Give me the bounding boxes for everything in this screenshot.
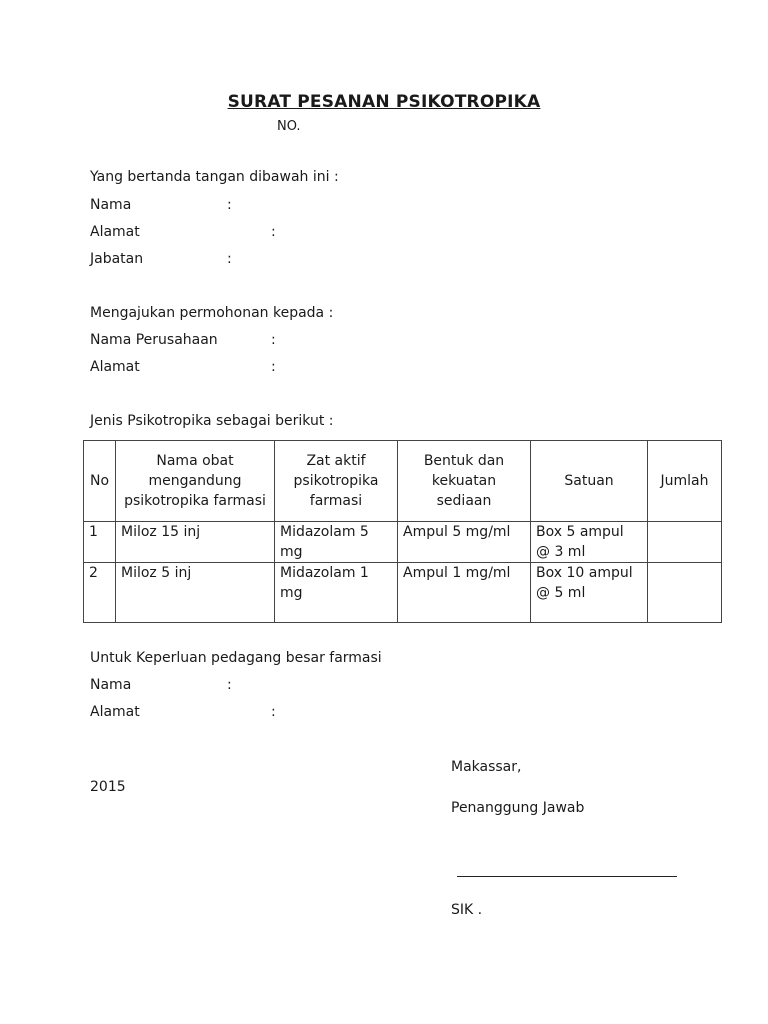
cell-satuan: Box 10 ampul @ 5 ml: [531, 563, 648, 623]
col-header-zat-aktif: Zat aktif psikotropika farmasi: [275, 441, 398, 522]
cell-satuan: Box 5 ampul @ 3 ml: [531, 522, 648, 563]
field-nama-colon: :: [227, 197, 232, 213]
table-caption: Jenis Psikotropika sebagai berikut :: [90, 413, 334, 429]
field-nama-pbf-colon: :: [227, 677, 232, 693]
cell-nama-obat: Miloz 5 inj: [116, 563, 275, 623]
table-row: [84, 522, 722, 563]
field-nama-pbf-label: Nama: [90, 677, 132, 693]
col-header-nama-obat: Nama obat mengandung psikotropika farmasi: [116, 441, 275, 522]
cell-jumlah: [648, 563, 722, 623]
signature-role: Penanggung Jawab: [451, 800, 585, 816]
cell-bentuk: Ampul 5 mg/ml: [398, 522, 531, 563]
signature-sik: SIK .: [451, 902, 483, 918]
field-jabatan-label: Jabatan: [90, 251, 144, 267]
field-alamat-pbf-colon: :: [271, 704, 276, 720]
table-header-row: [84, 441, 722, 522]
col-header-satuan: Satuan: [531, 441, 648, 522]
section3-intro: Untuk Keperluan pedagang besar farmasi: [90, 650, 382, 666]
cell-no: 1: [84, 522, 116, 563]
field-nama-perusahaan-colon: :: [271, 332, 276, 348]
section1-intro: Yang bertanda tangan dibawah ini :: [90, 169, 339, 185]
cell-zat-aktif: Midazolam 5 mg: [275, 522, 398, 563]
field-nama-perusahaan-label: Nama Perusahaan: [90, 332, 218, 348]
table-row: [84, 563, 722, 623]
signature-year: 2015: [90, 779, 126, 795]
field-alamat-pbf-label: Alamat: [90, 704, 140, 720]
document-number-label: NO.: [277, 119, 301, 134]
field-alamat-perusahaan-label: Alamat: [90, 359, 140, 375]
cell-bentuk: Ampul 1 mg/ml: [398, 563, 531, 623]
signature-line: [457, 876, 677, 877]
psikotropika-table: [83, 440, 722, 623]
field-alamat-colon: :: [271, 224, 276, 240]
col-header-jumlah: Jumlah: [648, 441, 722, 522]
field-alamat-perusahaan-colon: :: [271, 359, 276, 375]
field-jabatan-colon: :: [227, 251, 232, 267]
section2-intro: Mengajukan permohonan kepada :: [90, 305, 334, 321]
signature-place: Makassar,: [451, 759, 522, 775]
field-nama-label: Nama: [90, 197, 132, 213]
col-header-bentuk: Bentuk dan kekuatan sediaan: [398, 441, 531, 522]
document-title: SURAT PESANAN PSIKOTROPIKA: [227, 92, 541, 112]
cell-jumlah: [648, 522, 722, 563]
col-header-no: No: [84, 441, 116, 522]
cell-nama-obat: Miloz 15 inj: [116, 522, 275, 563]
cell-zat-aktif: Midazolam 1 mg: [275, 563, 398, 623]
field-alamat-label: Alamat: [90, 224, 140, 240]
cell-no: 2: [84, 563, 116, 623]
